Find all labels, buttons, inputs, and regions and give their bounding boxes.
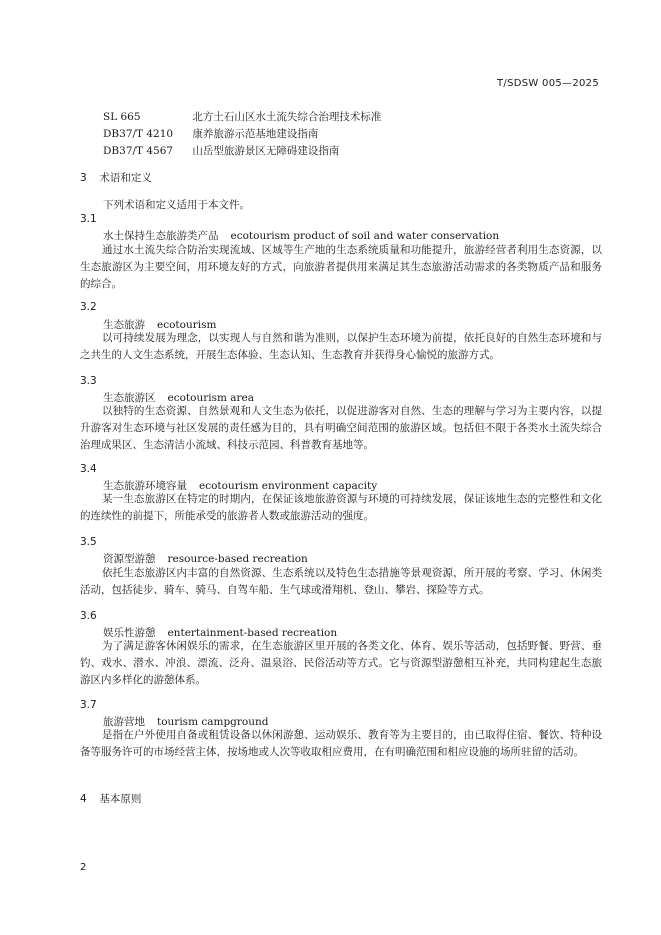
term-number: 3.4 (80, 463, 97, 475)
term-definition: 某一生态旅游区在特定的时期内，在保证该地旅游资源与环境的可持续发展，保证该地生态的完整性和文化的连续性的前提下，所能承受的旅游者人数或旅游活动的强度。 (80, 493, 602, 522)
reference-item (103, 126, 318, 141)
term-title (103, 228, 499, 243)
term-zh: 水土保持生态旅游类产品 (103, 230, 219, 242)
term-zh: 旅游营地 (103, 716, 145, 728)
term-en: entertainment-based recreation (167, 627, 338, 639)
term-definition: 依托生态旅游区内丰富的自然资源、生态系统以及特色生态措施等景观资源，所开展的考察、学习、休闲类活动，包括徒步、骑车、骑马、自驾车船、生气球或滑翔机、登山、攀岩、探险等方式。 (80, 567, 602, 596)
term-definition: 是指在户外使用自备或租赁设备以休闲游憩、运动娱乐、教育等为主要目的，由已取得住宿、餐饮、特种设备等服务许可的市场经营主体，按场地或人次等收取相应费用，在有明确范围和相应设施的场所驻留的活动。 (80, 729, 602, 758)
term-en: ecotourism (157, 319, 217, 331)
doc-code-header: T/SDSW 005—2025 (497, 78, 599, 89)
term-zh: 资源型游憩 (103, 553, 156, 565)
term-number: 3.2 (80, 301, 97, 313)
reference-item (103, 109, 381, 124)
term-en: ecotourism product of soil and water conservation (230, 230, 500, 242)
term-zh: 娱乐性游憩 (103, 627, 156, 639)
term-definition: 通过水土流失综合防治实现流域、区域等生产地的生态系统质量和功能提升，旅游经营者利用生态资源，以生态旅游区为主要空间，用环境友好的方式，向旅游者提供用来满足其生态旅游活动需求的各类物质产品和服务的综合。 (80, 244, 602, 290)
section-number: 3 (80, 172, 87, 184)
term-definition: 以可持续发展为理念，以实现人与自然和谐为准则，以保护生态环境为前提，依托良好的自然生态环境和与之共生的人文生态系统，开展生态体验、生态认知、生态教育并获得身心愉悦的旅游方式。 (80, 332, 602, 361)
term-number: 3.6 (80, 610, 97, 622)
term-en: resource-based recreation (167, 553, 308, 565)
reference-title: 山岳型旅游景区无障碍建设指南 (192, 145, 340, 157)
term-zh: 生态旅游环境容量 (103, 480, 187, 492)
section-number: 4 (80, 793, 87, 805)
term-number: 3.3 (80, 375, 97, 387)
term-en: ecotourism area (167, 392, 255, 404)
reference-code: DB37/T 4567 (103, 145, 174, 157)
page-number: 2 (80, 862, 87, 873)
term-definition: 为了满足游客休闲娱乐的需求，在生态旅游区里开展的各类文化、体育、娱乐等活动，包括野餐、野营、垂钓、戏水、潜水、冲浪、漂流、泛舟、温泉浴、民俗活动等方式。它与资源型游憩相互补充，共同构建起生态旅游区内多样化的游憩体系。 (80, 640, 602, 686)
reference-code: DB37/T 4210 (103, 128, 174, 140)
reference-item (103, 143, 339, 158)
term-number: 3.5 (80, 536, 97, 548)
term-en: tourism campground (157, 716, 269, 728)
section-title: 基本原则 (99, 793, 142, 805)
section-heading (80, 791, 141, 806)
section-heading (80, 170, 152, 185)
term-zh: 生态旅游区 (103, 392, 156, 404)
reference-title: 北方土石山区水土流失综合治理技术标准 (192, 111, 382, 123)
term-zh: 生态旅游 (103, 319, 145, 331)
term-number: 3.1 (80, 213, 97, 225)
term-en: ecotourism environment capacity (199, 480, 378, 492)
section-intro: 下列术语和定义适用于本文件。 (103, 199, 250, 211)
term-title (103, 551, 308, 566)
reference-code: SL 665 (103, 111, 141, 123)
reference-title: 康养旅游示范基地建设指南 (192, 128, 319, 140)
term-definition: 以独特的生态资源、自然景观和人文生态为依托，以促进游客对自然、生态的理解与学习为主要内容，以提升游客对生态环境与社区发展的责任感为目的，具有明确空间范围的旅游区域。包括但不限于各类水土流失综合治理成果区、生态清洁小流域、科技示范园、科普教育基地等。 (80, 405, 602, 451)
section-title: 术语和定义 (99, 172, 152, 184)
term-number: 3.7 (80, 699, 97, 711)
